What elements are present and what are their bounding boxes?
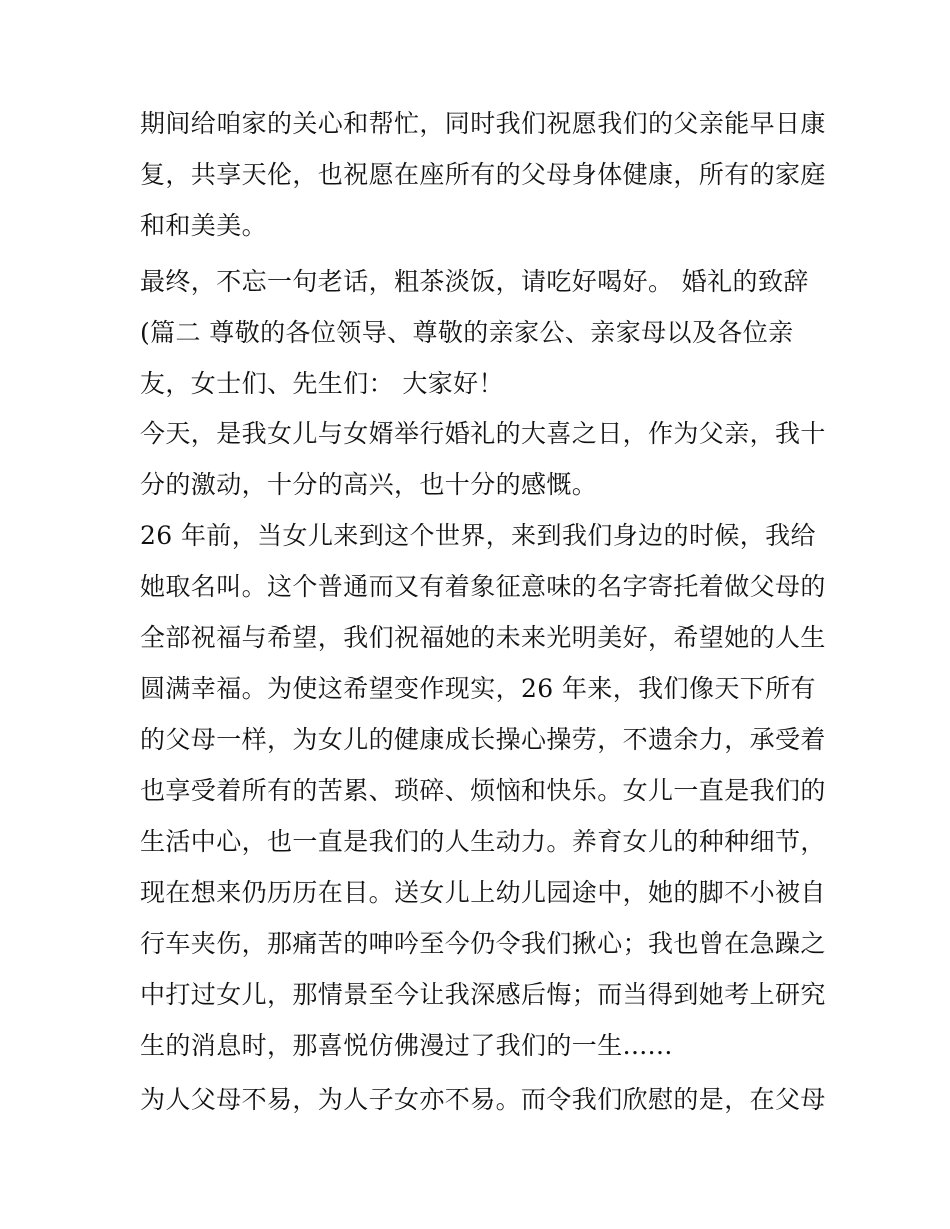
text-line: 复，共享天伦，也祝愿在座所有的父母身体健康，所有的家庭: [140, 160, 826, 189]
text-line: (篇二 尊敬的各位领导、尊敬的亲家公、亲家母以及各位亲: [140, 318, 794, 347]
text-line: 26 年前，当女儿来到这个世界，来到我们身边的时候，我给: [140, 521, 816, 550]
text-line: 的父母一样，为女儿的健康成长操心操劳，不遗余力，承受着: [140, 725, 826, 754]
text-line: 为人父母不易，为人子女亦不易。而令我们欣慰的是，在父母: [140, 1085, 826, 1114]
text-line: 生活中心，也一直是我们的人生动力。养育女儿的种种细节，: [140, 827, 826, 856]
text-line: 全部祝福与希望，我们祝福她的未来光明美好，希望她的人生: [140, 623, 826, 652]
text-line: 现在想来仍历历在目。送女儿上幼儿园途中，她的脚不小被自: [140, 878, 826, 907]
text-line: 行车夹伤，那痛苦的呻吟至今仍令我们揪心；我也曾在急躁之: [140, 929, 826, 958]
text-line: 也享受着所有的苦累、琐碎、烦恼和快乐。女儿一直是我们的: [140, 776, 826, 805]
text-line: 生的消息时，那喜悦仿佛漫过了我们的一生......: [140, 1031, 673, 1060]
text-line: 分的激动，十分的高兴，也十分的感慨。: [140, 470, 598, 499]
text-line: 圆满幸福。为使这希望变作现实，26 年来，我们像天下所有: [140, 674, 816, 703]
text-line: 中打过女儿，那情景至今让我深感后悔；而当得到她考上研究: [140, 980, 826, 1009]
text-line: 她取名叫。这个普通而又有着象征意味的名字寄托着做父母的: [140, 572, 826, 601]
text-line: 今天，是我女儿与女婿举行婚礼的大喜之日，作为父亲，我十: [140, 419, 826, 448]
text-line: 友，女士们、先生们： 大家好！: [140, 369, 504, 398]
text-line: 最终，不忘一句老话，粗茶淡饭，请吃好喝好。 婚礼的致辞: [140, 267, 809, 296]
text-line: 期间给咱家的关心和帮忙，同时我们祝愿我们的父亲能早日康: [140, 109, 826, 138]
text-line: 和和美美。: [140, 211, 268, 240]
